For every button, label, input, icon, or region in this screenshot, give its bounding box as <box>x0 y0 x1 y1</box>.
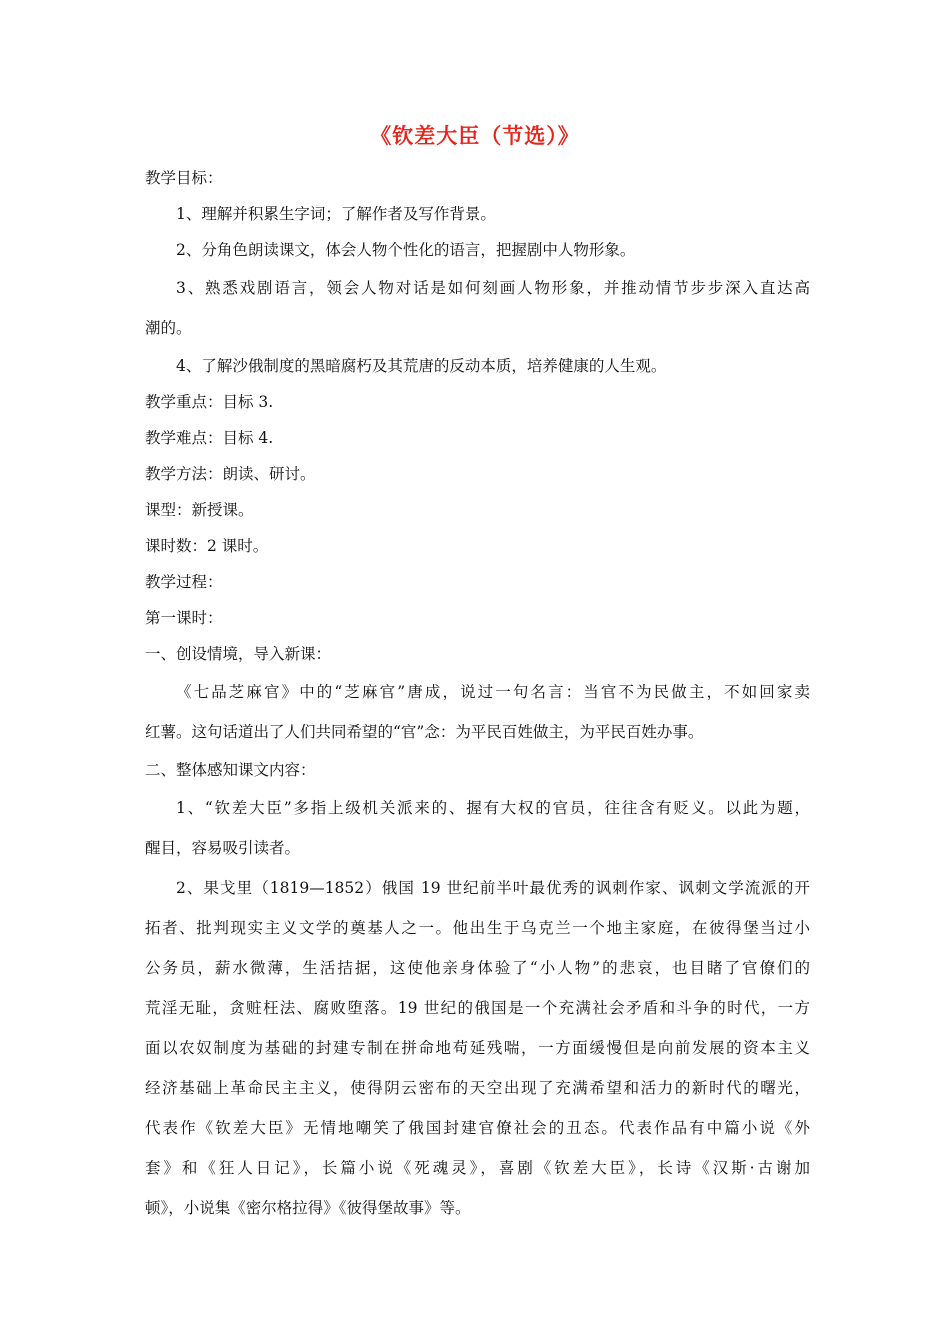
section-2-item-2-line: 代表作《钦差大臣》无情地嘲笑了俄国封建官僚社会的丑态。代表作品有中篇小说《外 <box>145 1119 810 1137</box>
lesson-hours: 课时数：2 课时。 <box>145 537 269 555</box>
section-2-item-1-line-2: 醒目，容易吸引读者。 <box>145 839 301 857</box>
section-1-paragraph-line-2: 红薯。这句话道出了人们共同希望的“官”念：为平民百姓做主，为平民百姓办事。 <box>145 723 704 741</box>
section-2-item-2-line: 拓者、批判现实主义文学的奠基人之一。他出生于乌克兰一个地主家庭，在彼得堡当过小 <box>145 919 810 937</box>
goal-4: 4、了解沙俄制度的黑暗腐朽及其荒唐的反动本质，培养健康的人生观。 <box>176 357 667 375</box>
goal-3-line-1: 3、熟悉戏剧语言，领会人物对话是如何刻画人物形象，并推动情节步步深入直达高 <box>176 279 810 297</box>
section-2-item-2-line: 经济基础上革命民主主义，使得阴云密布的天空出现了充满希望和活力的新时代的曙光， <box>145 1079 810 1097</box>
goal-1: 1、理解并积累生字词；了解作者及写作背景。 <box>176 205 496 223</box>
section-2-item-2-line: 2、果戈里（1819—1852）俄国 19 世纪前半叶最优秀的讽刺作家、讽刺文学流派的开 <box>176 879 810 897</box>
goals-heading: 教学目标： <box>145 169 223 187</box>
difficult-point: 教学难点：目标 4. <box>145 429 274 447</box>
section-1-paragraph-line-1: 《七品芝麻官》中的“芝麻官”唐成，说过一句名言：当官不为民做主，不如回家卖 <box>176 683 810 701</box>
process-heading: 教学过程： <box>145 573 223 591</box>
document-title: 《钦差大臣（节选）》 <box>370 123 580 148</box>
teaching-method: 教学方法：朗读、研讨。 <box>145 465 316 483</box>
section-2-heading: 二、整体感知课文内容： <box>145 761 316 779</box>
key-point: 教学重点：目标 3. <box>145 393 274 411</box>
section-2-item-2-line: 荒淫无耻，贪赃枉法、腐败堕落。19 世纪的俄国是一个充满社会矛盾和斗争的时代，一方 <box>145 999 810 1017</box>
section-2-item-2-line: 顿》，小说集《密尔格拉得》《彼得堡故事》等。 <box>145 1199 471 1217</box>
section-2-item-2-line: 面以农奴制度为基础的封建专制在拼命地苟延残喘，一方面缓慢但是向前发展的资本主义 <box>145 1039 810 1057</box>
section-2-item-2-line: 公务员，薪水微薄，生活拮据，这使他亲身体验了“小人物”的悲哀，也目睹了官僚们的 <box>145 959 810 977</box>
goal-2: 2、分角色朗读课文，体会人物个性化的语言，把握剧中人物形象。 <box>176 241 636 259</box>
section-2-item-2-line: 套》和《狂人日记》，长篇小说《死魂灵》，喜剧《钦差大臣》，长诗《汉斯·古谢加 <box>145 1159 810 1177</box>
document-body <box>145 160 810 1228</box>
goal-3-line-2: 潮的。 <box>145 319 192 337</box>
lesson-type: 课型：新授课。 <box>145 501 254 519</box>
first-lesson-heading: 第一课时： <box>145 609 223 627</box>
section-2-item-1-line-1: 1、“钦差大臣”多指上级机关派来的、握有大权的官员，往往含有贬义。以此为题， <box>176 799 810 817</box>
section-1-heading: 一、创设情境，导入新课： <box>145 645 332 663</box>
